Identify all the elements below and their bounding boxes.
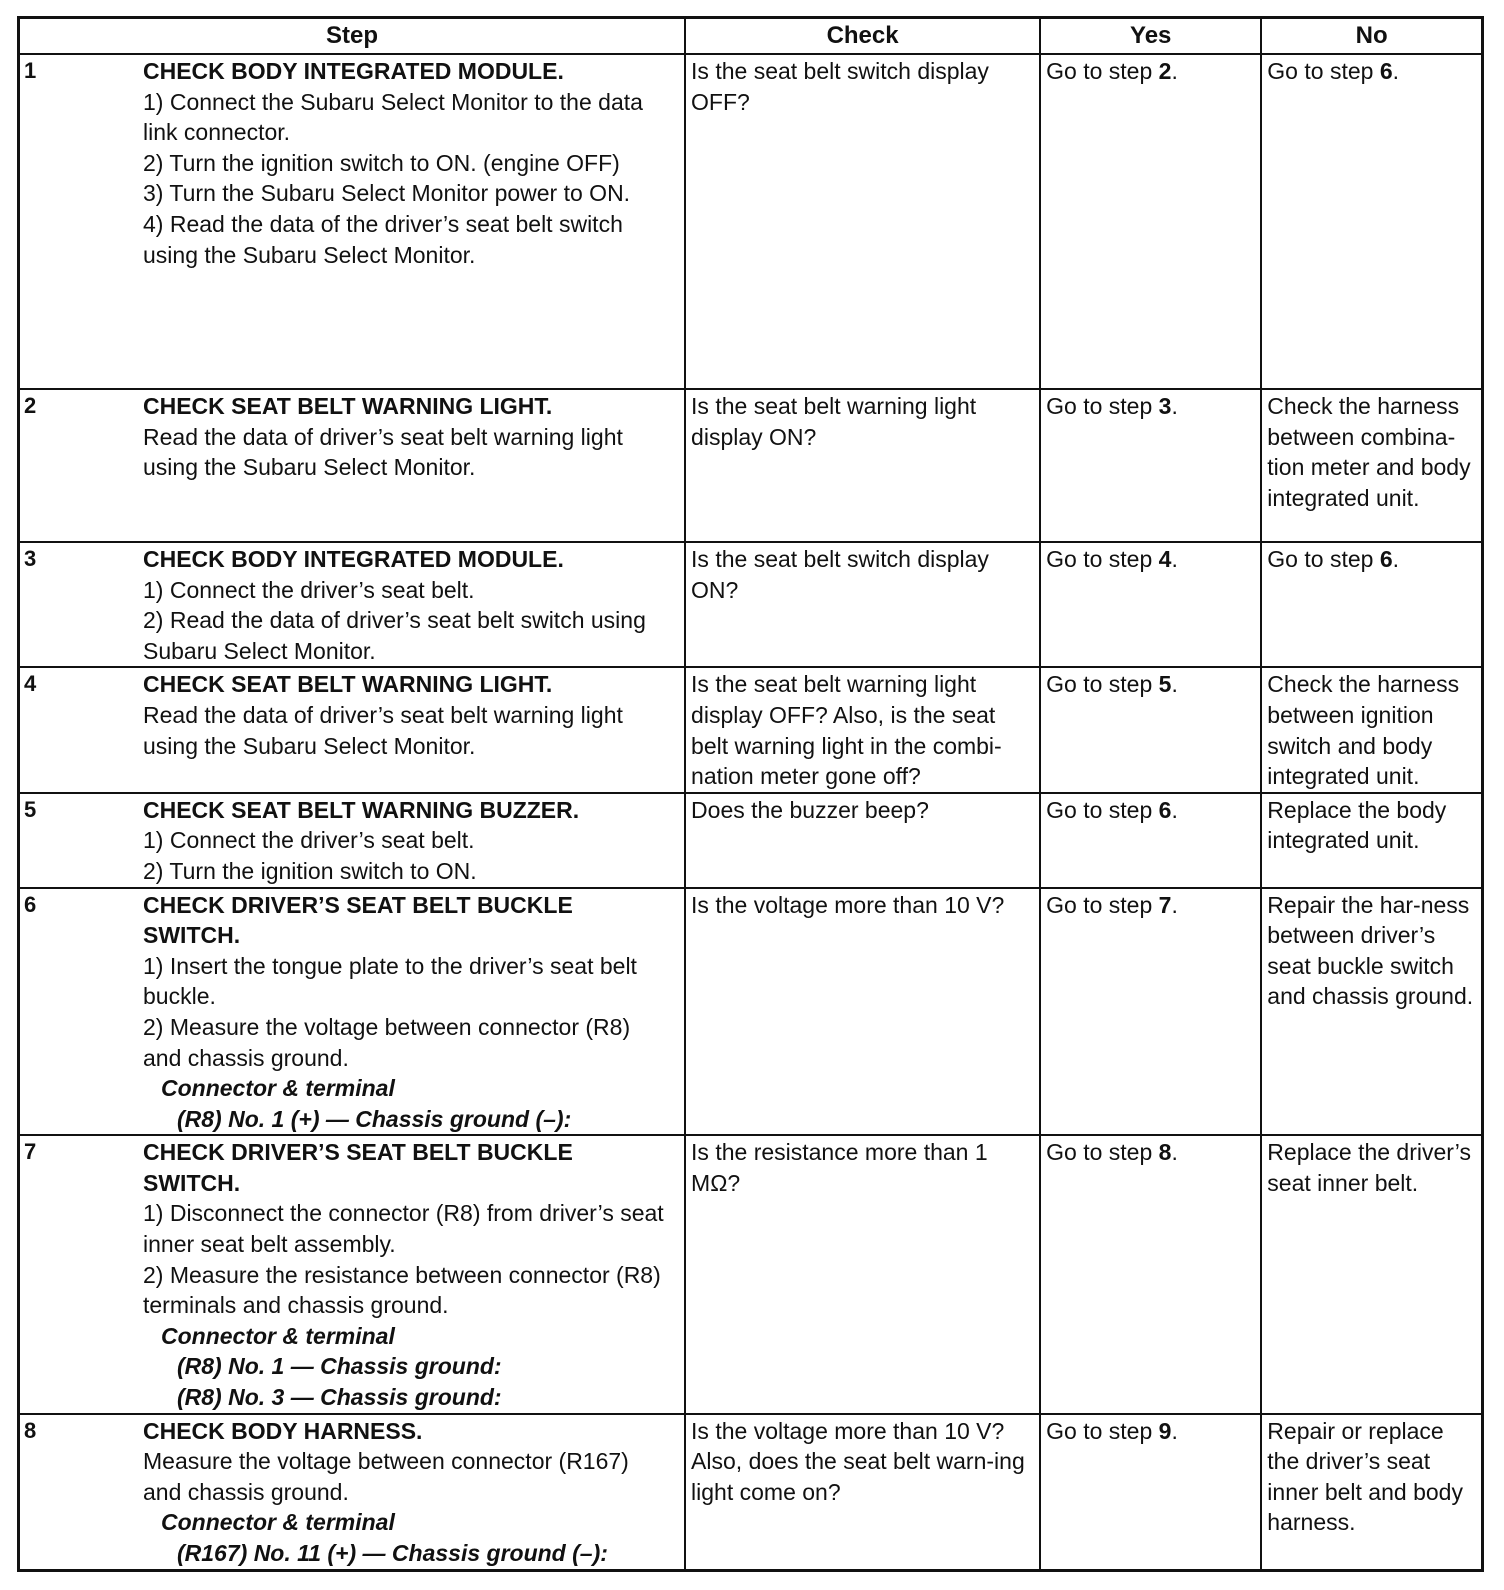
no-action: Go to step 6. <box>1267 546 1399 572</box>
step-instruction: 2) Read the data of driver’s seat belt switch using Subaru Select Monitor. <box>143 607 646 664</box>
check-cell <box>685 389 1040 542</box>
check-question: Is the seat belt switch display OFF? <box>691 58 989 115</box>
yes-prefix: Go to step <box>1046 393 1159 419</box>
yes-action: Go to step 3. <box>1046 393 1178 419</box>
step-instruction: 4) Read the data of the driver’s seat belt switch using the Subaru Select Monitor. <box>143 210 623 268</box>
header-yes: Yes <box>1040 18 1261 55</box>
check-question: Is the voltage more than 10 V? Also, does the seat belt warn-ing light come on? <box>691 1417 1025 1505</box>
check-question: Is the seat belt warning light display OFF? Also, is the seat belt warning light in the combi-nation meter gone off? <box>691 671 1002 790</box>
table-row <box>19 542 1483 667</box>
yes-action: Go to step 4. <box>1046 546 1178 572</box>
yes-action: Go to step 8. <box>1046 1139 1178 1166</box>
step-title: CHECK BODY HARNESS. <box>143 1417 423 1444</box>
yes-cell <box>1040 389 1261 542</box>
step-title: CHECK SEAT BELT WARNING BUZZER. <box>143 796 580 823</box>
check-question: Is the seat belt warning light display ON? <box>691 393 977 450</box>
step-instruction: 1) Connect the driver’s seat belt. <box>143 827 475 854</box>
step-number: 3 <box>24 546 37 571</box>
no-cell <box>1261 667 1482 792</box>
step-instruction: Measure the voltage between connector (R167) and chassis ground. <box>143 1448 629 1505</box>
step-instruction: 2) Turn the ignition switch to ON. (engine OFF) <box>143 149 620 176</box>
check-cell <box>685 542 1040 667</box>
step-title: CHECK SEAT BELT WARNING LIGHT. <box>143 671 553 698</box>
step-title: CHECK BODY INTEGRATED MODULE. <box>143 546 564 572</box>
no-cell <box>1261 542 1482 667</box>
yes-step-number: 9 <box>1158 1417 1172 1444</box>
yes-action: Go to step 9. <box>1046 1417 1178 1444</box>
yes-step-number: 3 <box>1158 393 1172 419</box>
no-action: Check the harness between combina-tion meter and body integrated unit. <box>1267 393 1471 511</box>
step-instruction: 1) Disconnect the connector (R8) from driver’s seat inner seat belt assembly. <box>143 1200 664 1258</box>
yes-cell <box>1040 542 1261 667</box>
connector-label: Connector & terminal <box>161 1509 395 1536</box>
yes-cell <box>1040 1414 1261 1570</box>
step-instruction: 2) Turn the ignition switch to ON. <box>143 857 477 884</box>
step-instruction: 2) Measure the resistance between connector (R8) terminals and chassis ground. <box>143 1261 661 1319</box>
check-question: Does the buzzer beep? <box>691 796 929 823</box>
header-check: Check <box>685 18 1040 55</box>
no-cell <box>1261 1414 1482 1570</box>
no-action: Repair or replace the driver’s seat inner belt and body harness. <box>1267 1417 1463 1536</box>
check-question: Is the resistance more than 1 MΩ? <box>691 1139 988 1196</box>
diagnostic-table <box>17 16 1484 1572</box>
step-cell <box>19 793 686 888</box>
yes-action: Go to step 6. <box>1046 796 1178 823</box>
step-instruction: 2) Measure the voltage between connector (R8) and chassis ground. <box>143 1013 631 1071</box>
table-row <box>19 667 1483 792</box>
table-row <box>19 1135 1483 1413</box>
step-instruction: Read the data of driver’s seat belt warning light using the Subaru Select Monitor. <box>143 423 623 481</box>
no-cell <box>1261 888 1482 1136</box>
step-cell <box>19 542 686 667</box>
no-action: Replace the body integrated unit. <box>1267 796 1447 854</box>
no-cell <box>1261 793 1482 888</box>
connector-label: Connector & terminal <box>161 1322 395 1349</box>
check-cell <box>685 888 1040 1136</box>
step-instruction: 3) Turn the Subaru Select Monitor power to ON. <box>143 180 631 207</box>
table-row <box>19 888 1483 1136</box>
step-number: 2 <box>24 393 37 418</box>
yes-step-number: 6 <box>1158 796 1172 823</box>
header-step: Step <box>19 18 686 55</box>
step-title: CHECK SEAT BELT WARNING LIGHT. <box>143 393 553 419</box>
terminal-spec: (R8) No. 1 — Chassis ground: <box>177 1353 502 1380</box>
step-cell <box>19 888 686 1136</box>
yes-cell <box>1040 54 1261 389</box>
step-instruction: 1) Insert the tongue plate to the driver’s seat belt buckle. <box>143 952 637 1010</box>
yes-step-number: 4 <box>1158 546 1172 572</box>
step-title: CHECK DRIVER’S SEAT BELT BUCKLE SWITCH. <box>143 891 573 949</box>
table-row <box>19 389 1483 542</box>
yes-cell <box>1040 793 1261 888</box>
no-cell <box>1261 54 1482 389</box>
step-cell <box>19 54 686 389</box>
no-action: Go to step 6. <box>1267 58 1399 84</box>
no-step-number: 6 <box>1379 546 1393 572</box>
yes-action: Go to step 5. <box>1046 671 1178 698</box>
yes-action: Go to step 7. <box>1046 891 1178 918</box>
step-number: 5 <box>24 796 37 822</box>
step-number: 1 <box>24 58 37 83</box>
yes-step-number: 7 <box>1158 891 1172 918</box>
no-prefix: Go to step <box>1267 546 1380 572</box>
terminal-spec: (R8) No. 3 — Chassis ground: <box>177 1384 502 1411</box>
step-cell <box>19 389 686 542</box>
step-instruction: 1) Connect the Subaru Select Monitor to the data link connector. <box>143 88 643 146</box>
check-question: Is the seat belt switch display ON? <box>691 546 989 603</box>
step-number: 7 <box>24 1139 37 1165</box>
step-cell <box>19 1414 686 1570</box>
yes-prefix: Go to step <box>1046 796 1159 823</box>
step-number: 6 <box>24 891 37 917</box>
yes-step-number: 2 <box>1158 58 1172 84</box>
no-prefix: Go to step <box>1267 58 1380 84</box>
step-cell <box>19 667 686 792</box>
table-row <box>19 1414 1483 1570</box>
table-row <box>19 54 1483 389</box>
yes-cell <box>1040 1135 1261 1413</box>
check-cell <box>685 1414 1040 1570</box>
yes-step-number: 8 <box>1158 1139 1172 1166</box>
yes-cell <box>1040 888 1261 1136</box>
step-number: 8 <box>24 1417 37 1443</box>
step-title: CHECK DRIVER’S SEAT BELT BUCKLE SWITCH. <box>143 1139 573 1196</box>
table-row <box>19 793 1483 888</box>
terminal-spec: (R8) No. 1 (+) — Chassis ground (–): <box>177 1105 572 1132</box>
yes-prefix: Go to step <box>1046 671 1159 698</box>
check-cell <box>685 1135 1040 1413</box>
no-action: Replace the driver’s seat inner belt. <box>1267 1139 1471 1196</box>
step-number: 4 <box>24 671 37 697</box>
no-action: Check the harness between ignition switch and body integrated unit. <box>1267 671 1460 790</box>
check-cell <box>685 793 1040 888</box>
yes-prefix: Go to step <box>1046 1417 1159 1444</box>
no-step-number: 6 <box>1379 58 1393 84</box>
step-instruction: 1) Connect the driver’s seat belt. <box>143 576 475 603</box>
check-cell <box>685 667 1040 792</box>
check-cell <box>685 54 1040 389</box>
yes-action: Go to step 2. <box>1046 58 1178 84</box>
connector-label: Connector & terminal <box>161 1075 395 1102</box>
yes-prefix: Go to step <box>1046 891 1159 918</box>
no-action: Repair the har-ness between driver’s seat buckle switch and chassis ground. <box>1267 891 1474 1010</box>
no-cell <box>1261 389 1482 542</box>
terminal-spec: (R167) No. 11 (+) — Chassis ground (–): <box>177 1540 608 1566</box>
step-cell <box>19 1135 686 1413</box>
yes-prefix: Go to step <box>1046 58 1159 84</box>
yes-step-number: 5 <box>1158 671 1172 698</box>
no-cell <box>1261 1135 1482 1413</box>
header-no: No <box>1261 18 1482 55</box>
header-row <box>19 18 1483 55</box>
yes-cell <box>1040 667 1261 792</box>
step-title: CHECK BODY INTEGRATED MODULE. <box>143 58 564 84</box>
yes-prefix: Go to step <box>1046 546 1159 572</box>
step-instruction: Read the data of driver’s seat belt warning light using the Subaru Select Monitor. <box>143 701 623 759</box>
check-question: Is the voltage more than 10 V? <box>691 891 1005 918</box>
yes-prefix: Go to step <box>1046 1139 1159 1166</box>
